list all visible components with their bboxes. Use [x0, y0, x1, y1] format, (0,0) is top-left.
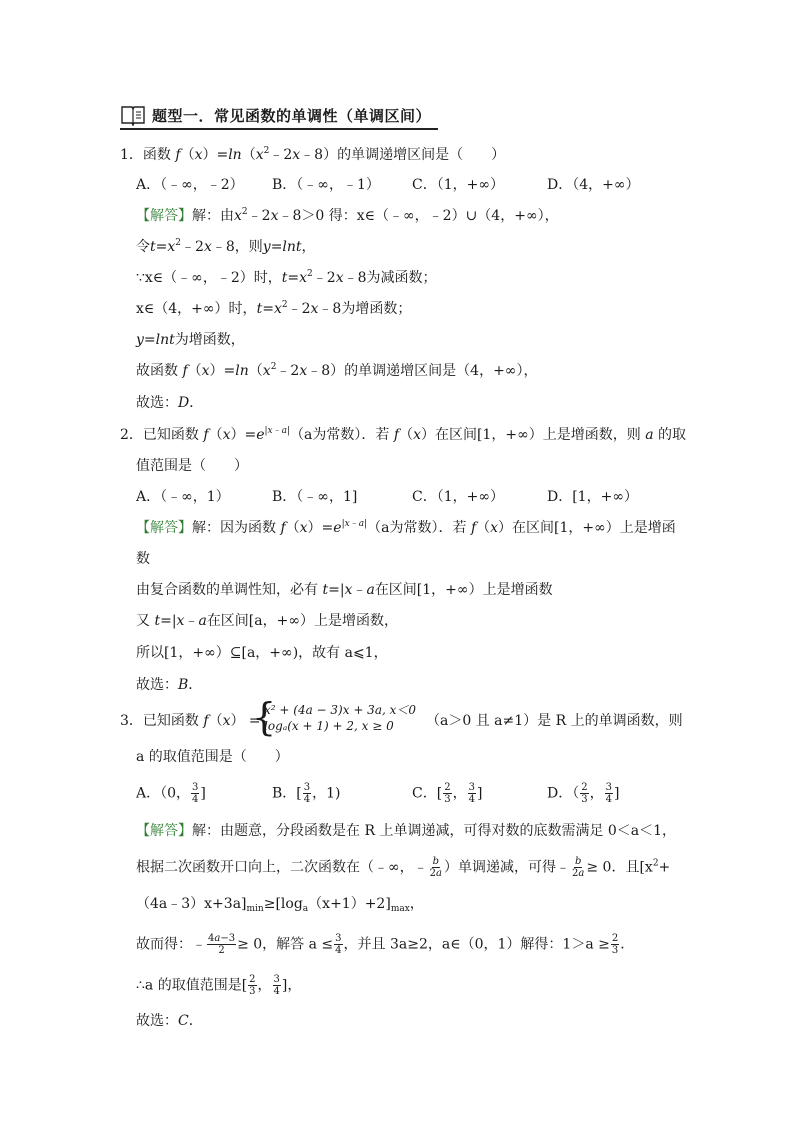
- q3-option-b: B．[ $\frac{3}{4}$ ，1): [272, 782, 341, 805]
- q2-stem-line-2: 值范围是（ ）: [136, 458, 248, 474]
- piecewise-brace: {: [252, 695, 277, 739]
- q1-option-b: B．（﹣∞，﹣1）: [272, 177, 380, 193]
- q3-solution-line-2: 根据二次函数开口向上，二次函数在（﹣∞，﹣ $\frac{b}{2a}$ ）单调递减，可得﹣ $\frac{b}{2a}$ ≥ 0．且[$x^2+$: [136, 856, 671, 879]
- q2-solution-line-3: 由复合函数的单调性知，必有 t=|x﹣a在区间[1，+∞）上是增函数: [136, 582, 553, 598]
- q2-solution-line-2: 数: [136, 551, 150, 567]
- q3-stem-tail: （a＞0 且 a≠1）是 R 上的单调函数，则: [426, 713, 683, 729]
- q2-option-b: B．（﹣∞，1]: [272, 489, 358, 505]
- q1-option-d: D．（4，+∞）: [547, 177, 640, 193]
- q1-solution-line-1: 【解答】解：由$x^2﹣2x﹣8>0$ 得：x∈（﹣∞，﹣2）∪（4，+∞），: [136, 207, 559, 224]
- q2-option-c: C．（1，+∞）: [412, 489, 505, 505]
- q2-solution-line-1: 【解答】解：因为函数 $f(x)=e^{|x﹣a|}(a$为常数）．若 f（x）在区间[1，+∞）上是增函: [136, 519, 676, 536]
- q3-solution-line-6: 故选：C．: [136, 1013, 203, 1029]
- q3-option-a: A．（0， $\frac{3}{4}$ ]: [136, 782, 206, 805]
- q3-option-c: C．[ $\frac{2}{3}$ ， $\frac{3}{4}$ ]: [412, 782, 483, 805]
- q1-option-c: C．（1，+∞）: [412, 177, 505, 193]
- q3-stem-label: 3．已知函数 f（x） =: [120, 713, 261, 729]
- q3-solution-line-5: ∴a 的取值范围是[ $\frac{2}{3}$ ， $\frac{3}{4}$ ]，: [136, 974, 302, 997]
- q2-solution-line-4: 又 t=|x﹣a在区间[a，+∞）上是增函数，: [136, 613, 399, 629]
- q1-answer-tag: 【解答】: [136, 208, 192, 224]
- q2-solution-line-5: 所以[1，+∞）⊆[a，+∞)，故有 a⩽1，: [136, 645, 388, 661]
- q1-solution-line-3: ∵x∈（﹣∞，﹣2）时，$t=x^2﹣2x﹣8$为减函数；: [136, 269, 437, 286]
- book-icon: [120, 104, 146, 126]
- piecewise-case-2: logₐ(x + 1) + 2, x ≥ 0: [264, 719, 394, 733]
- piecewise-case-1: x² + (4a − 3)x + 3a, x＜0: [264, 703, 417, 717]
- q1-stem: 1．函数 $f(x)=\ln(x^2﹣2x﹣8)$的单调递增区间是（ ）: [120, 146, 506, 163]
- q3-answer-tag: 【解答】: [136, 823, 192, 839]
- section-title: 题型一．常见函数的单调性（单调区间）: [152, 106, 432, 125]
- q1-option-a: A．（﹣∞，﹣2）: [136, 177, 244, 193]
- q1-solution-line-2: 令$t=x^2﹣2x﹣8$，则y=lnt，: [136, 238, 316, 255]
- q3-solution-line-3: $(4a﹣3)x+3a]_{min}\ge[\log_a(x+1)+2]_{max}$，: [136, 896, 424, 914]
- q2-stem: 2．已知函数 $f(x)=e^{|x﹣a|}(a$为常数）．若 f（x）在区间[1，+∞）上是增函数，则 a 的取: [120, 426, 686, 443]
- q2-answer-tag: 【解答】: [136, 520, 192, 536]
- q1-solution-line-6: 故函数 $f(x)=\ln(x^2﹣2x﹣8)$的单调递增区间是（4，+∞），: [136, 362, 538, 379]
- q1-solution-line-7: 故选：D．: [136, 395, 204, 411]
- q1-solution-line-5: y=lnt为增函数，: [136, 332, 245, 348]
- section-underline: [120, 128, 438, 130]
- q3-solution-line-4: 故而得：﹣ $\frac{4a-3}{2}$ ≥ 0，解答 a ≤ $\frac{3}{4}$ ，并且 3a≥2，a∈（0，1）解得：1＞a ≥ $\frac{2}{3}$ ．: [136, 933, 635, 956]
- q1-solution-line-4: x∈（4，+∞）时，$t=x^2﹣2x﹣8$为增函数；: [136, 300, 412, 317]
- section-heading: [120, 104, 431, 126]
- q2-option-a: A．（﹣∞，1）: [136, 489, 230, 505]
- q3-solution-line-1: 【解答】解：由题意，分段函数是在 R 上单调递减，可得对数的底数需满足 0＜a＜1，: [136, 823, 677, 839]
- q3-option-d: D．（ $\frac{2}{3}$ ， $\frac{3}{4}$ ]: [547, 782, 620, 805]
- q3-stem-line-2: a 的取值范围是（ ）: [136, 749, 289, 765]
- q2-solution-line-6: 故选：B．: [136, 677, 203, 693]
- q2-option-d: D．[1，+∞）: [547, 489, 638, 505]
